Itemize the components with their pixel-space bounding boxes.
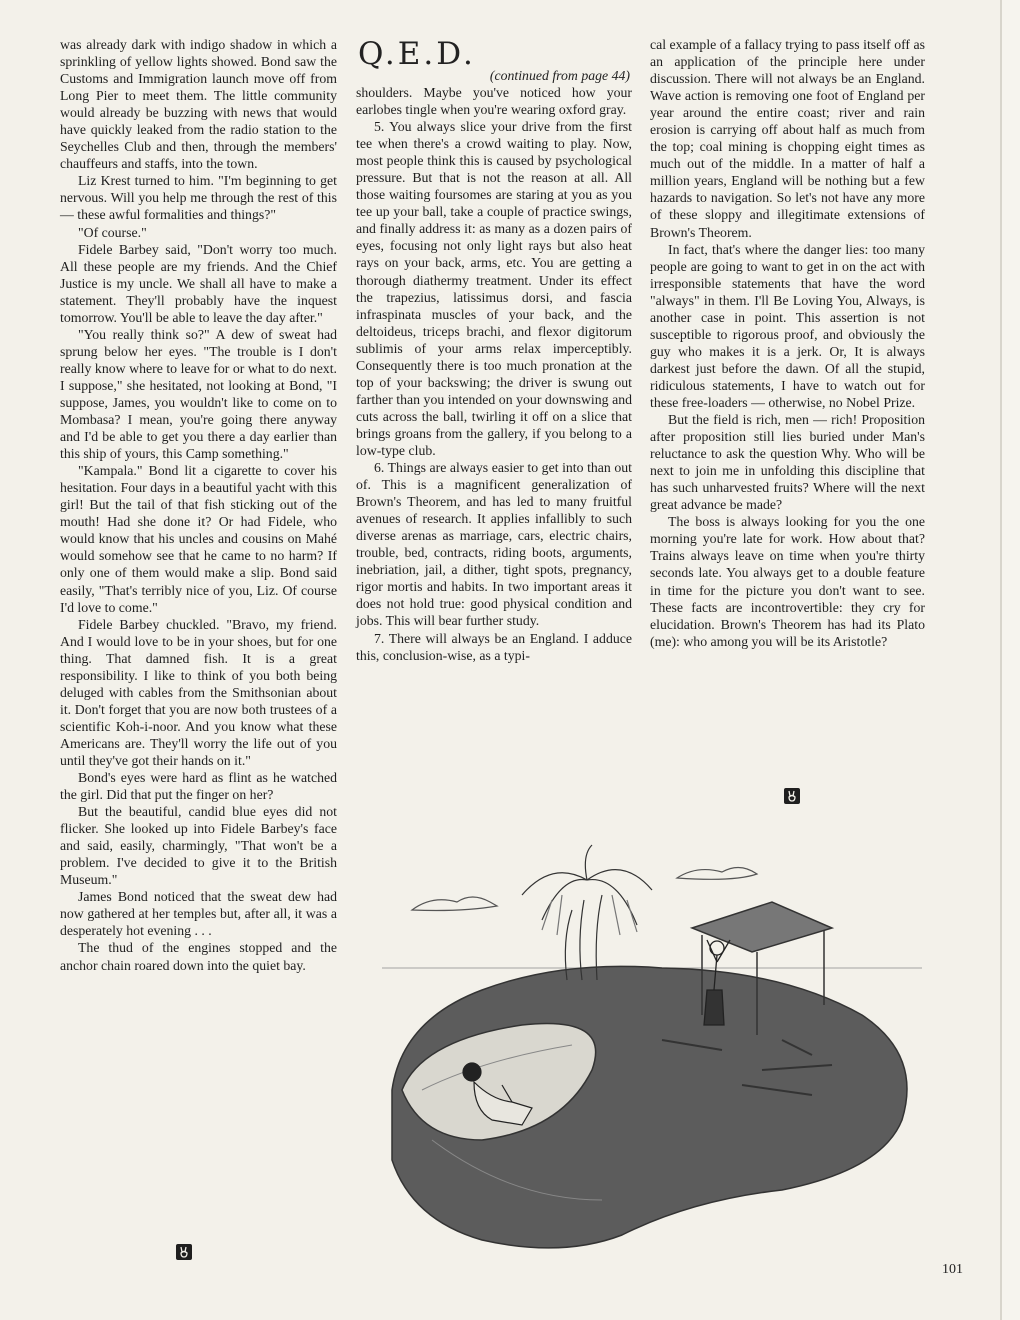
paragraph: "Kampala." Bond lit a cigarette to cover his hesitation. Four days in a beautiful yacht with this girl! But the tail of that fish sticking out of the mouth! Had she done it? Or had Fidele, who would know that his uncles and cousins on Mahé would somehow see that he came to no harm? If only one of them would make a slip. Bond said easily, "That's terribly nice of you, Liz. Of course I'd love to come." [60,463,337,615]
cartoon-illustration [362,840,942,1260]
paragraph: "Of course." [78,224,147,240]
paragraph: But the beautiful, candid blue eyes did not flicker. She looked up into Fidele Barbey's face and said, easily, charmingly, "That won't be a problem. I've decided to give it to the British Museum." [60,804,337,888]
paragraph: Bond's eyes were hard as flint as he watched the girl. Did that put the finger on her? [60,770,337,803]
paragraph: cal example of a fallacy trying to pass itself off as an application of the principle here under discussion. There will not always be an England. Wave action is removing one foot of England per year around the entire coast; river and rain erosion is carrying off about half as much from the top; coal mining is chopping eight times as much out of the middle. In a matter of half a million years, England will be nothing but a few hazards to navigation. So let's not have any more of these sloppy and illegitimate extensions of Brown's Theorem. [650,37,925,240]
page-number: 101 [942,1262,963,1277]
article-title: Q.E.D. [358,36,476,72]
paragraph: shoulders. Maybe you've noticed how your earlobes tingle when you're wearing oxford gray. [356,85,632,118]
column-left [60,36,337,974]
paragraph: was already dark with indigo shadow in which a sprinkling of yellow lights showed. Bond saw the Customs and Immigration launch move off from Long Pier to meet them. The little community would already be buzzing with news that would have quickly leaked from the radio station to the Seychelles Club and then, through the members' chauffeurs and staffs, into the town. [60,37,337,172]
paragraph: But the field is rich, men — rich! Proposition after proposition still lies buried under Man's reluctance to ask the question Why. Who will be next to join me in unfolding this discipline that has such unharvested fruits? Where will the next great advance be made? [650,412,925,513]
paragraph: 5. You always slice your drive from the first tee when there's a crowd waiting to play. Now, most people think this is caused by psychological pressure. But that is not the reason at all. All those waiting foursomes are staring at you as you tee up your ball, take a couple of practice swings, and finally address it: as many as a dozen pairs of eyes, focusing not only light rays but also heat rays on your back, arms, etc. You are getting a thorough diathermy treatment. Under its effect the trapezius, latissimus dorsi, and fascia infraspinata muscles of your back, and the deltoideus, triceps brachi, and flexor digitorum sublimis of your arms relax imperceptibly. Consequently there is too much pronation at the top of your backswing; the driver is swung out farther than you intended on your downswing and cuts across the ball, twirling it off on a slice that brings groans from the gallery, if you belong to a low-type club. [356,119,632,458]
paragraph: In fact, that's where the danger lies: too many people are going to want to get in on the act with irresponsible statements that have the word "always" in them. I'll Be Loving You, Always, is another case in point. This assertion is not susceptible to rigorous proof, and obviously the guy who makes it is a jerk. Or, It is always darkest just before the dawn. Of all the stupid, ridiculous statements, I have to watch out for these free-loaders — otherwise, no Nobel Prize. [650,241,925,410]
paragraph: Liz Krest turned to him. "I'm beginning to get nervous. Will you help me through the rest of this — these awful formalities and things?" [60,173,337,223]
column-right [650,36,925,650]
end-mark-icon [176,1244,192,1260]
paragraph: 7. There will always be an England. I adduce this, conclusion-wise, as a typi- [356,630,632,663]
paragraph: James Bond noticed that the sweat dew had now gathered at her temples but, after all, it was a desperately hot evening . . . [60,889,337,939]
paragraph: The boss is always looking for you the one morning you're late for work. How about that? Trains always leave on time when you're thirty seconds late. You always get to a double feature in time for the picture you don't want to see. These facts are incontrovertible: they cry for elucidation. Brown's Theorem has had its Plato (me): who among you will be its Aristotle? [650,514,925,649]
paragraph: Fidele Barbey chuckled. "Bravo, my friend. And I would love to be in your shoes, but for one thing. That damned fish. It is a great responsibility. I like to think of you both being deluged with cables from the Smithsonian about it. Don't forget that you are now both trustees of a scientific Koh-i-noor. And you know what these Americans are. They'll worry the life out of you until they've got their hands on it." [60,616,337,768]
paragraph: The thud of the engines stopped and the anchor chain roared down into the quiet bay. [60,940,337,973]
paragraph: Fidele Barbey said, "Don't worry too much. All these people are my friends. And the Chief Justice is my uncle. We shall all have to make a statement. They'll probably have the inquest tomorrow. You'll be able to leave the day after." [60,241,337,325]
continued-note: (continued from page 44) [489,68,630,83]
paragraph: "You really think so?" A dew of sweat had sprung below her eyes. "The trouble is I don't really know where to leave for or what to do next. I suppose," she hesitated, not looking at Bond, "I suppose, James, you wouldn't like to come on to Mombasa? I mean, you're going there anyway and I'd be able to get you there a day earlier than this ship of yours, this Camp something." [60,326,337,462]
end-mark-icon [784,788,800,804]
column-middle [356,84,632,664]
paragraph: 6. Things are always easier to get into than out of. This is a magnificent generalization of Brown's Theorem, and has led to many fruitful avenues of research. It applies infallibly to such diverse arenas as marriage, cars, electric chairs, trouble, bed, contracts, riding boots, arguments, inebriation, jail, a dither, tight spots, pregnancy, rigor mortis and habits. In two important areas it does not hold true: good physical condition and jobs. This will bear further study. [356,460,632,629]
